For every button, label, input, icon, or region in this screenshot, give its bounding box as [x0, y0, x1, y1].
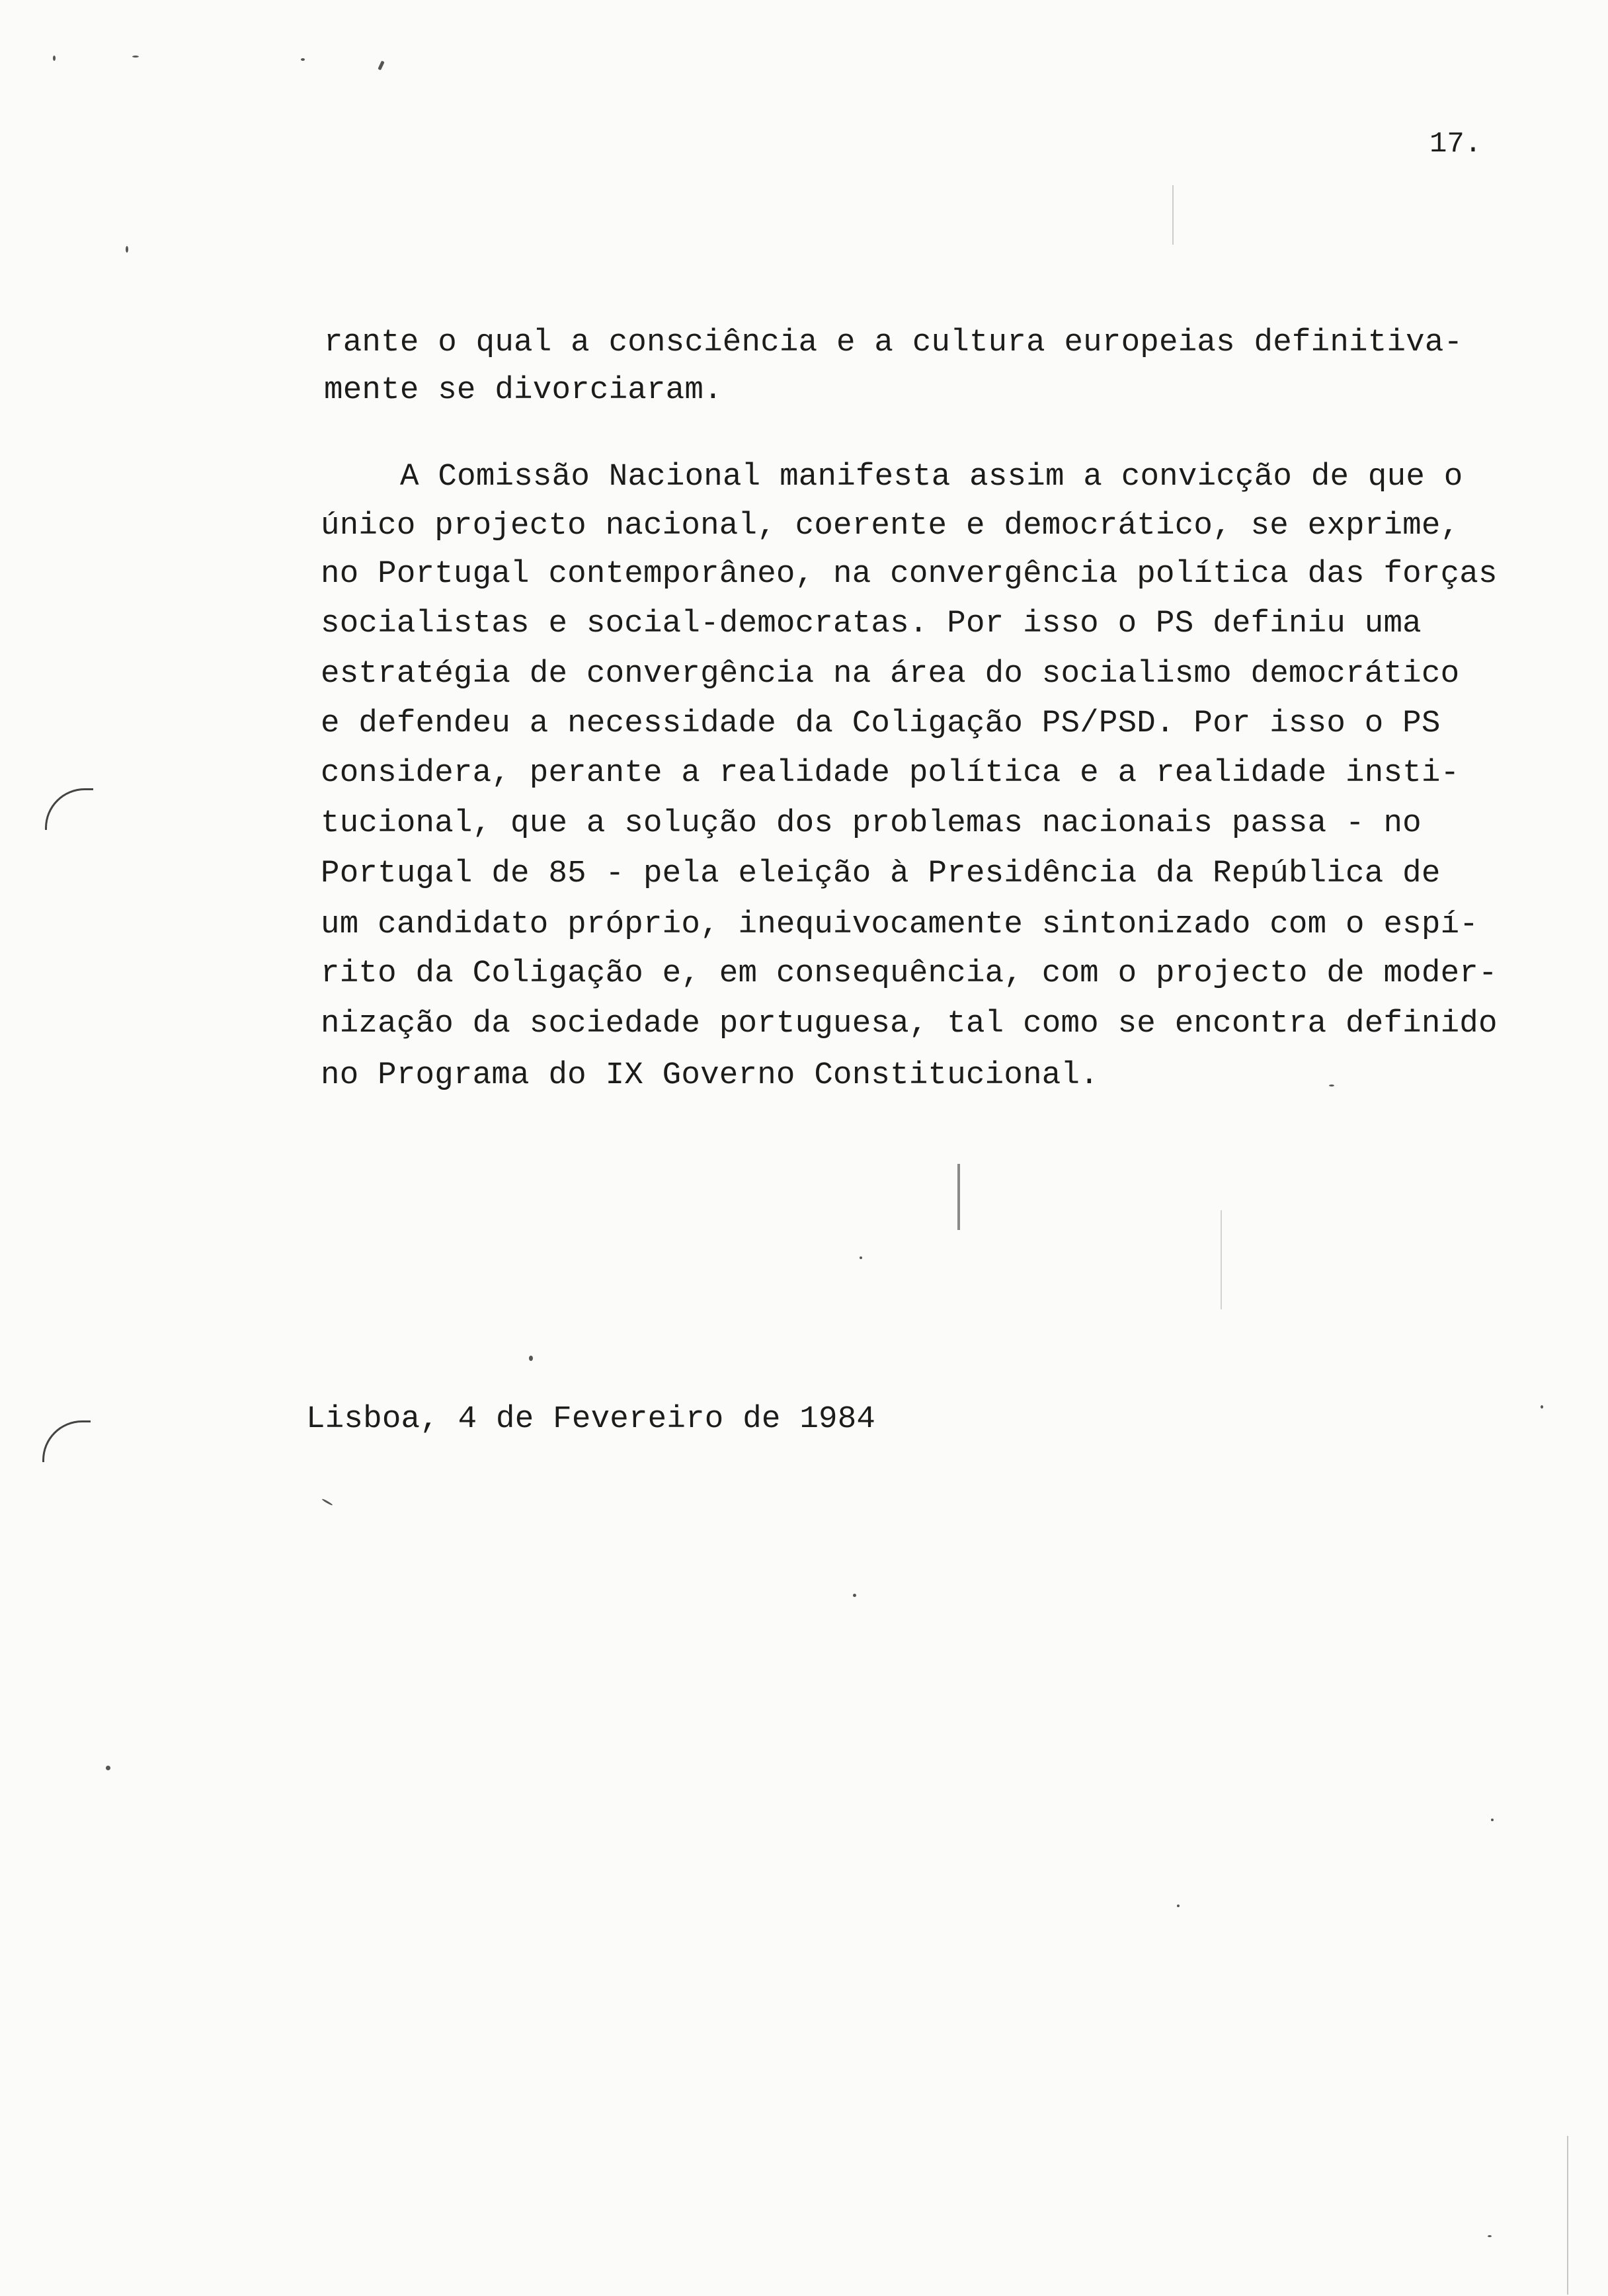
- paragraph-2-line: um candidato próprio, inequivocamente sintonizado com o espí-: [321, 907, 1478, 942]
- scan-speck: [126, 246, 128, 253]
- place-date: Lisboa, 4 de Fevereiro de 1984: [306, 1401, 876, 1437]
- paragraph-2-line: considera, perante a realidade política e a realidade insti-: [321, 755, 1460, 791]
- paragraph-2-line: Portugal de 85 - pela eleição à Presidência da República de: [321, 856, 1441, 891]
- paragraph-2-line: no Programa do IX Governo Constitucional.: [321, 1057, 1099, 1093]
- scan-mark: [1221, 1210, 1222, 1309]
- scan-speck: [301, 58, 305, 61]
- punch-hole-mark: [42, 1420, 91, 1462]
- paragraph-2-line: nização da sociedade portuguesa, tal como se encontra definido: [321, 1006, 1498, 1042]
- paragraph-2-line: A Comissão Nacional manifesta assim a convicção de que o: [400, 459, 1463, 495]
- scan-speck: [53, 56, 56, 61]
- scan-speck: [132, 56, 139, 58]
- scan-mark: [957, 1164, 960, 1230]
- paragraph-2-line: tucional, que a solução dos problemas nacionais passa - no: [321, 805, 1422, 841]
- paragraph-1-line: mente se divorciaram.: [324, 372, 723, 408]
- scan-speck: [860, 1256, 862, 1259]
- punch-hole-mark: [45, 788, 93, 830]
- scan-mark: [1567, 2136, 1568, 2295]
- paragraph-2-line: estratégia de convergência na área do socialismo democrático: [321, 656, 1460, 692]
- scan-speck: [1329, 1085, 1334, 1086]
- scan-mark: [1172, 185, 1174, 245]
- page-number: 17.: [1429, 128, 1482, 161]
- paragraph-2-line: único projecto nacional, coerente e democrático, se exprime,: [321, 508, 1460, 544]
- paragraph-2-line: no Portugal contemporâneo, na convergência política das forças: [321, 556, 1498, 592]
- scan-speck: [529, 1356, 533, 1361]
- scan-speck: [378, 61, 384, 71]
- paragraph-2-line: socialistas e social-democratas. Por isso o PS definiu uma: [321, 606, 1422, 641]
- scan-speck: [1541, 1405, 1543, 1409]
- paragraph-2-line: rito da Coligação e, em consequência, com o projecto de moder-: [321, 956, 1498, 991]
- scan-speck: [853, 1594, 856, 1597]
- paragraph-2-line: e defendeu a necessidade da Coligação PS/PSD. Por isso o PS: [321, 706, 1441, 741]
- scan-speck: [1177, 1905, 1180, 1907]
- scan-speck: [321, 1498, 333, 1506]
- scan-speck: [1491, 1819, 1494, 1821]
- scan-speck: [106, 1766, 110, 1770]
- paragraph-1-line: rante o qual a consciência e a cultura europeias definitiva-: [324, 325, 1463, 360]
- scan-speck: [1488, 2235, 1492, 2237]
